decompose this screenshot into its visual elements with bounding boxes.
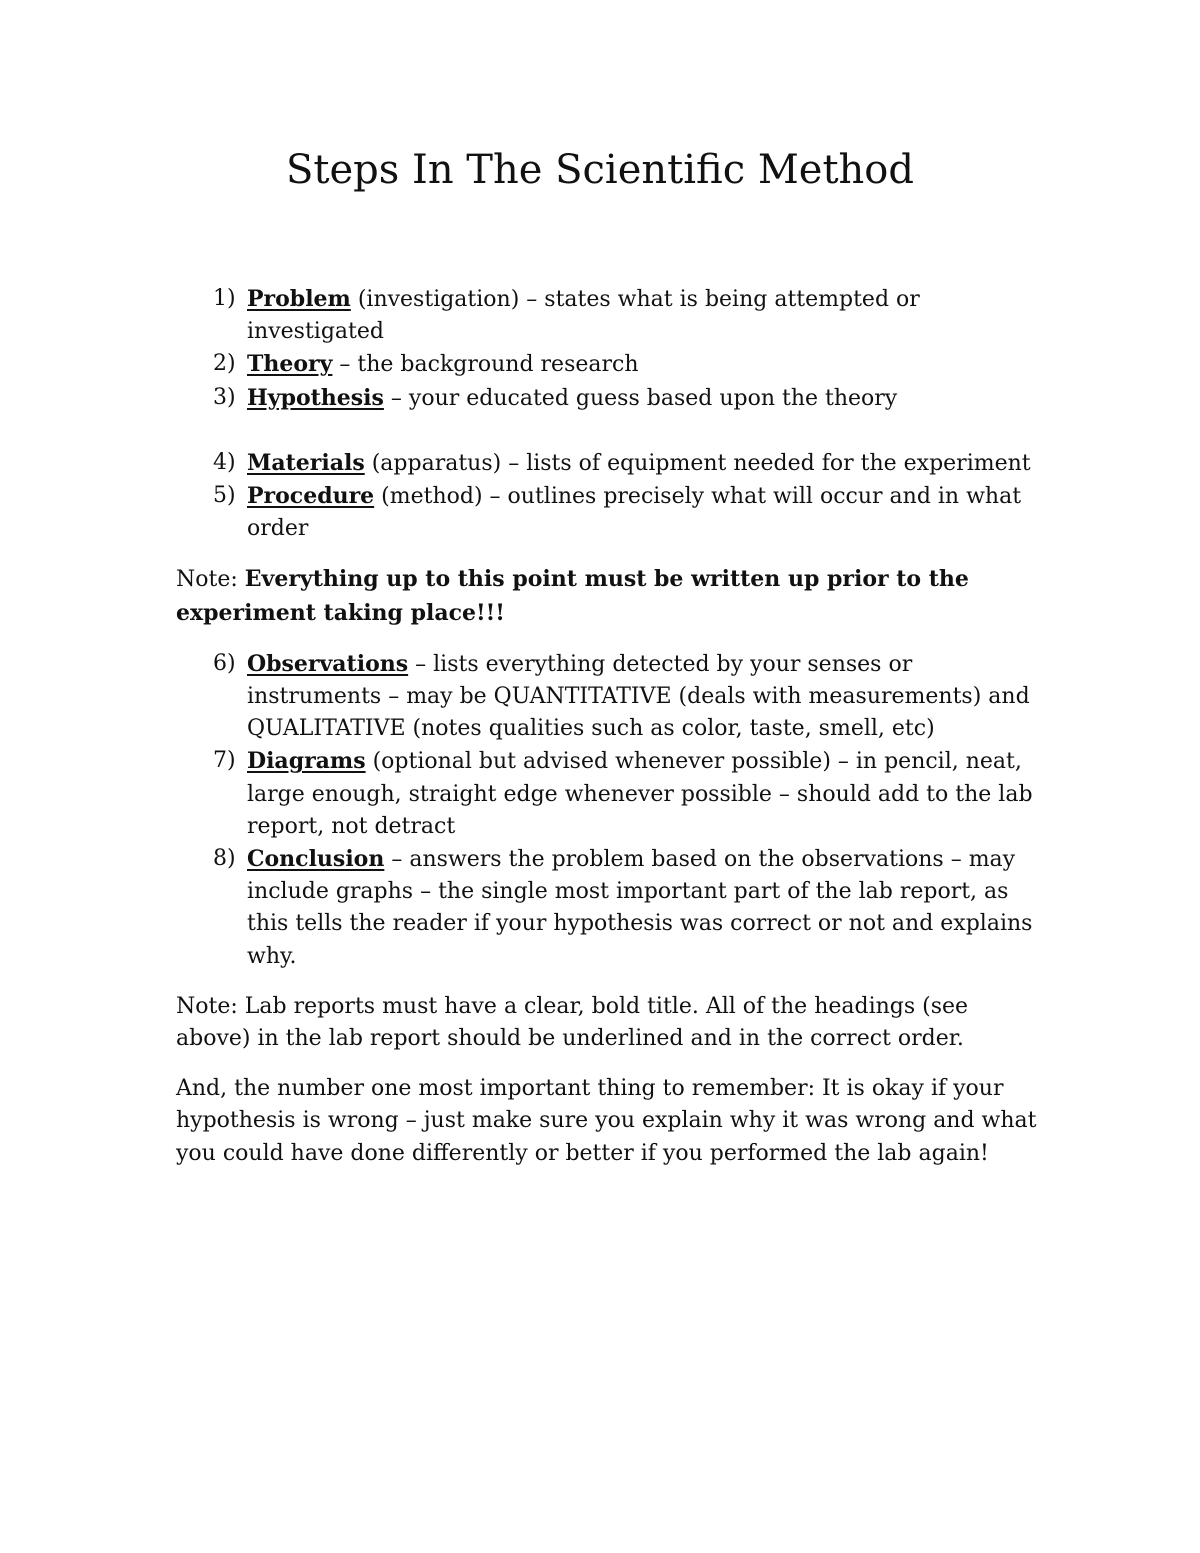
step-term: Hypothesis <box>247 384 384 411</box>
list-item <box>176 843 1046 973</box>
step-text: – answers the problem based on the observations – may include graphs – the single most important part of the lab report, as this tells the reader if your hypothesis was correct or not and explains why. <box>247 847 1033 969</box>
step-term: Observations <box>247 650 409 677</box>
note-lab-report-format: Note: Lab reports must have a clear, bold title. All of the headings (see above) in the lab report should be underlined and in the correct order. <box>176 993 969 1052</box>
step-number: 1) <box>213 286 236 311</box>
step-term: Theory <box>247 351 333 378</box>
step-term: Materials <box>247 449 365 476</box>
list-item <box>176 382 1046 415</box>
step-number: 6) <box>213 650 236 676</box>
step-number: 4) <box>213 449 236 475</box>
note-label: Note: <box>176 567 245 593</box>
step-number: 7) <box>213 748 236 774</box>
step-text: (apparatus) – lists of equipment needed for the experiment <box>364 450 1031 476</box>
list-item <box>176 648 1046 746</box>
step-number: 2) <box>213 351 236 377</box>
note-bold-text: Everything up to this point must be written up prior to the experiment taking place!!! <box>176 566 969 626</box>
closing-paragraph: And, the number one most important thing to remember: It is okay if your hypothesis is wrong – just make sure you explain why it was wrong and what you could have done differently or better if you performed the lab again! <box>176 1076 1037 1166</box>
steps-list-1 <box>176 283 1046 415</box>
list-item <box>176 283 1046 348</box>
spacer <box>176 415 1046 447</box>
list-item <box>176 745 1046 843</box>
step-text: – lists everything detected by your senses or instruments – may be QUANTITATIVE (deals with measurements) and QUALITATIVE (notes qualities such as color, taste, smell, etc) <box>247 651 1030 742</box>
page-title: Steps In The Scientific Method <box>286 147 914 193</box>
note-prior-to-experiment <box>176 563 1046 629</box>
step-number: 8) <box>213 846 236 872</box>
step-text: – the background research <box>332 352 639 378</box>
step-term: Diagrams <box>247 748 366 775</box>
step-text: – your educated guess based upon the theory <box>383 385 898 411</box>
step-number: 3) <box>213 384 236 410</box>
document-body <box>176 283 1046 1188</box>
step-text: (optional but advised whenever possible) – in pencil, neat, large enough, straight edge whenever possible – should add to the lab report, not detract <box>247 749 1033 839</box>
step-term: Procedure <box>247 483 375 510</box>
steps-list-2 <box>176 447 1046 546</box>
step-text: (method) – outlines precisely what will occur and in what order <box>247 484 1022 542</box>
step-term: Conclusion <box>247 846 385 873</box>
step-term: Problem <box>247 286 351 312</box>
step-text: (investigation) – states what is being attempted or investigated <box>247 287 920 345</box>
list-item <box>176 348 1046 381</box>
list-item <box>176 480 1046 545</box>
steps-list-3 <box>176 648 1046 973</box>
list-item <box>176 447 1046 480</box>
step-number: 5) <box>213 483 236 509</box>
